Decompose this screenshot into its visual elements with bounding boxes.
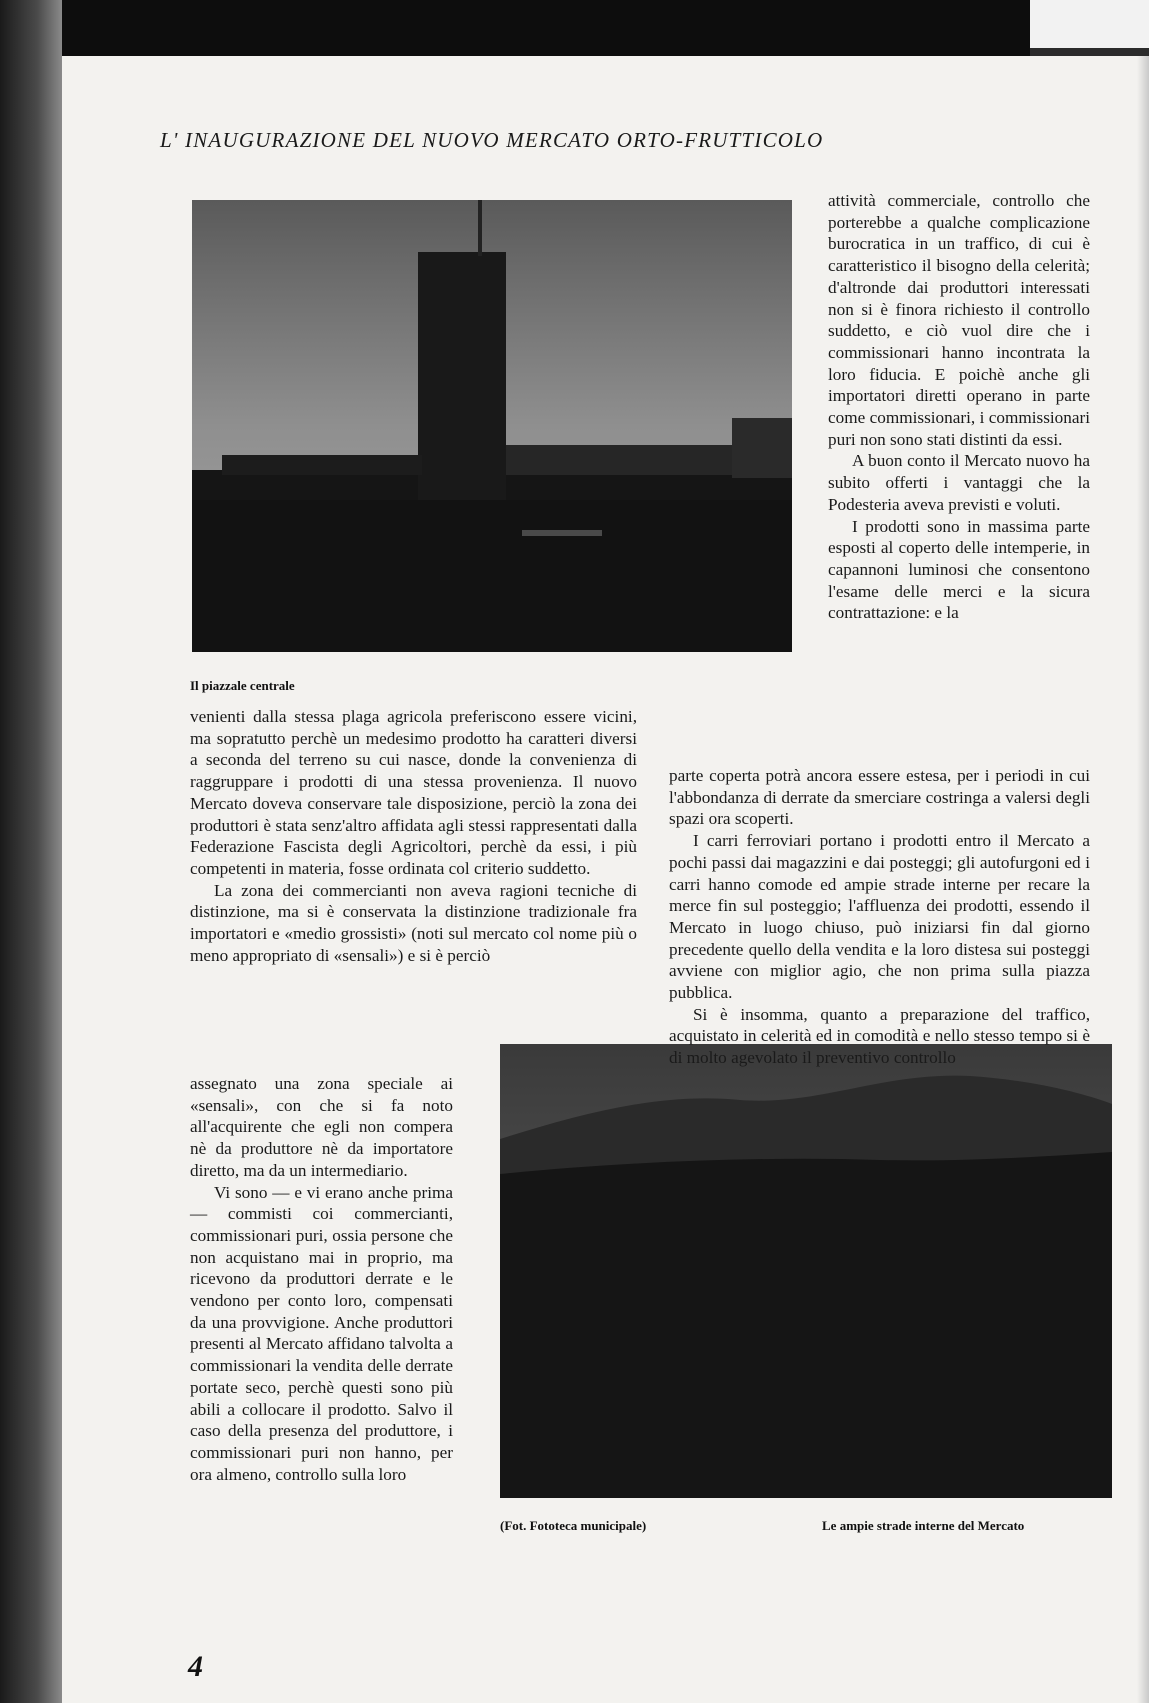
scan-border-top-right — [1030, 0, 1149, 48]
text-column-left-mid — [190, 706, 637, 966]
mountain-photo-illustration — [500, 1044, 1112, 1498]
running-head: L' INAUGURAZIONE DEL NUOVO MERCATO ORTO-FRUTTICOLO — [160, 128, 824, 152]
paragraph: I prodotti sono in massima parte esposti al coperto delle intemperie, in capannoni luminosi che consentono l'esame delle merci e la sicura contrattazione: e la — [828, 516, 1090, 623]
photo-piazzale-centrale — [192, 200, 792, 652]
paragraph: parte coperta potrà ancora essere estesa, per i periodi in cui l'abbondanza di derrate da smerciare costringa a valersi degli spazi ora scoperti. — [669, 766, 1090, 829]
photo1-caption: Il piazzale centrale — [190, 678, 295, 693]
paragraph: I carri ferroviari portano i prodotti entro il Mercato a pochi passi dai magazzini e dai posteggi; gli autofurgoni ed i carri hanno comode ed ampie strade interne per recare la merce fin sul posteggio; l'affluenza dei prodotti, essendo il Mercato in luogo chiuso, può iniziarsi fin dal giorno precedente quello della vendita e la loro distesa sui posteggi avviene con miglior agio, che non prima sulla piazza pubblica. — [669, 831, 1090, 1003]
paragraph: Vi sono — e vi erano anche prima — commisti coi commercianti, commissionari puri, ossia persone che non acquistano mai in proprio, ma ricevono da produttori derrate e le vendono per conto loro, compensati da una provvigione. Anche produttori presenti al Mercato affidano talvolta a commissionari la vendita delle derrate portate seco, perchè questi sono più abili a collocare il prodotto. Salvo il caso della presenza del produttore, i commissionari puri non hanno, per ora almeno, controllo sulla loro — [190, 1182, 453, 1484]
page — [62, 56, 1149, 1703]
paragraph: La zona dei commercianti non aveva ragioni tecniche di distinzione, ma si è conservata la distinzione tradizionale fra importatori e «medio grossisti» (noti sul mercato col nome più o meno appropriato di «sensali») e si è perciò — [190, 880, 637, 965]
paragraph: A buon conto il Mercato nuovo ha subito offerti i vantaggi che la Podesteria aveva previsti e voluti. — [828, 451, 1090, 514]
photo-strade-interne — [500, 1044, 1112, 1498]
text-column-right-top — [828, 190, 1090, 624]
photo2-caption: Le ampie strade interne del Mercato — [822, 1518, 1025, 1533]
scan-border-top — [0, 0, 1030, 60]
page-number: 4 — [188, 1650, 203, 1683]
paragraph: attività commerciale, controllo che porterebbe a qualche complicazione burocratica in un traffico, di cui è caratteristico il bisogno della celerità; d'altronde dai produttori interessati non si è finora richiesto il controllo suddetto, e ciò vuol dire che i commissionari hanno incontrata la loro fiducia. E poichè anche gli importatori diretti operano in parte come commissionari, i commissionari puri non sono stati distinti da essi. — [828, 191, 1090, 449]
text-column-left-bottom — [190, 1073, 453, 1485]
paragraph: venienti dalla stessa plaga agricola preferiscono essere vicini, ma sopratutto perchè un medesimo prodotto ha caratteri diversi a seconda del terreno su cui nasce, donde la convenienza di raggruppare i prodotti di una stessa provenienza. Il nuovo Mercato doveva conservare tale disposizione, perciò la zona dei produttori è stata senz'altro affidata agli stessi rappresentati dalla Federazione Fascista degli Agricoltori, perchè da essi, i più competenti in materia, fosse ordinata col criterio suddetto. — [190, 707, 637, 878]
scan-border-left — [0, 0, 62, 1703]
tower-photo-illustration — [192, 200, 792, 652]
photo2-credit: (Fot. Fototeca municipale) — [500, 1518, 647, 1533]
page-edge-shadow — [1137, 56, 1149, 1703]
paragraph: assegnato una zona speciale ai «sensali», con che si fa noto all'acquirente che egli non compera nè da produttore nè da importatore diretto, ma da un intermediario. — [190, 1074, 453, 1180]
text-column-right-mid — [669, 765, 1090, 1069]
paragraph: Si è insomma, quanto a preparazione del traffico, acquistato in celerità ed in comodità e nello stesso tempo si è di molto agevolato il preventivo controllo — [669, 1004, 1090, 1068]
